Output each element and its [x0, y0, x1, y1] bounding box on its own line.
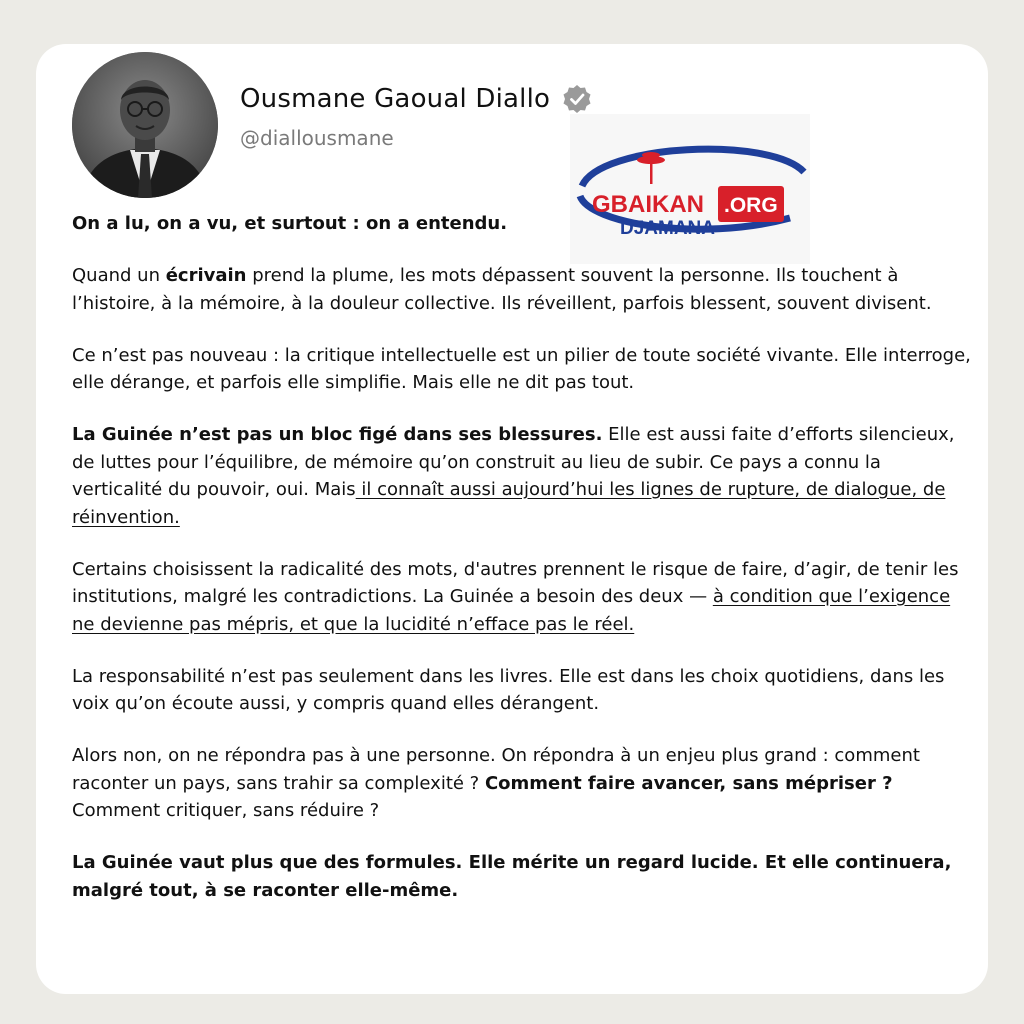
post-body: [72, 210, 972, 904]
paragraph-5: La responsabilité n’est pas seulement dans les livres. Elle est dans les choix quotidiens, dans les voix qu’on écoute aussi, y compris quand elles dérangent.: [72, 665, 945, 714]
paragraph-1: Quand un écrivain prend la plume, les mots dépassent souvent la personne. Ils touchent à l’histoire, à la mémoire, à la douleur collective. Ils réveillent, parfois blessent, souvent divisent.: [72, 265, 932, 314]
verified-badge-icon: [562, 84, 592, 114]
paragraph-6: Alors non, on ne répondra pas à une personne. On répondra à un enjeu plus grand : comment raconter un pays, sans trahir sa complexité ? Comment faire avancer, sans mépriser ? Comment critiquer, sans réduire ?: [72, 745, 920, 821]
paragraph-2: Ce n’est pas nouveau : la critique intellectuelle est un pilier de toute société vivante. Elle interroge, elle dérange, et parfois elle simplifie. Mais elle ne dit pas tout.: [72, 344, 971, 393]
profile-handle[interactable]: @diallousmane: [240, 126, 394, 150]
avatar-photo: [72, 52, 218, 198]
profile-header: [240, 84, 592, 114]
profile-name[interactable]: Ousmane Gaoual Diallo: [240, 84, 551, 114]
logo-line1: GBAIKAN: [592, 191, 704, 218]
logo-line2: DJAMANA: [620, 218, 715, 239]
paragraph-3: La Guinée n’est pas un bloc figé dans ses blessures. Elle est aussi faite d’efforts silencieux, de luttes pour l’équilibre, de mémoire qu’on construit au lieu de subir. Ce pays a connu la verticalité du pouvoir, oui. Mais il connaît aussi aujourd’hui les lignes de rupture, de dialogue, de réinvention.: [72, 424, 955, 528]
intro-paragraph: On a lu, on a vu, et surtout : on a entendu.: [72, 213, 508, 234]
avatar[interactable]: [72, 52, 218, 198]
paragraph-4: Certains choisissent la radicalité des mots, d'autres prennent le risque de faire, d’agir, de tenir les institutions, malgré les contradictions. La Guinée a besoin des deux — à condition que l’exigence ne devienne pas mépris, et que la lucidité n’efface pas le réel.: [72, 558, 959, 635]
closing-paragraph: La Guinée vaut plus que des formules. Elle mérite un regard lucide. Et elle continuera, malgré tout, à se raconter elle-même.: [72, 852, 952, 901]
logo-suffix: .ORG: [724, 194, 778, 217]
